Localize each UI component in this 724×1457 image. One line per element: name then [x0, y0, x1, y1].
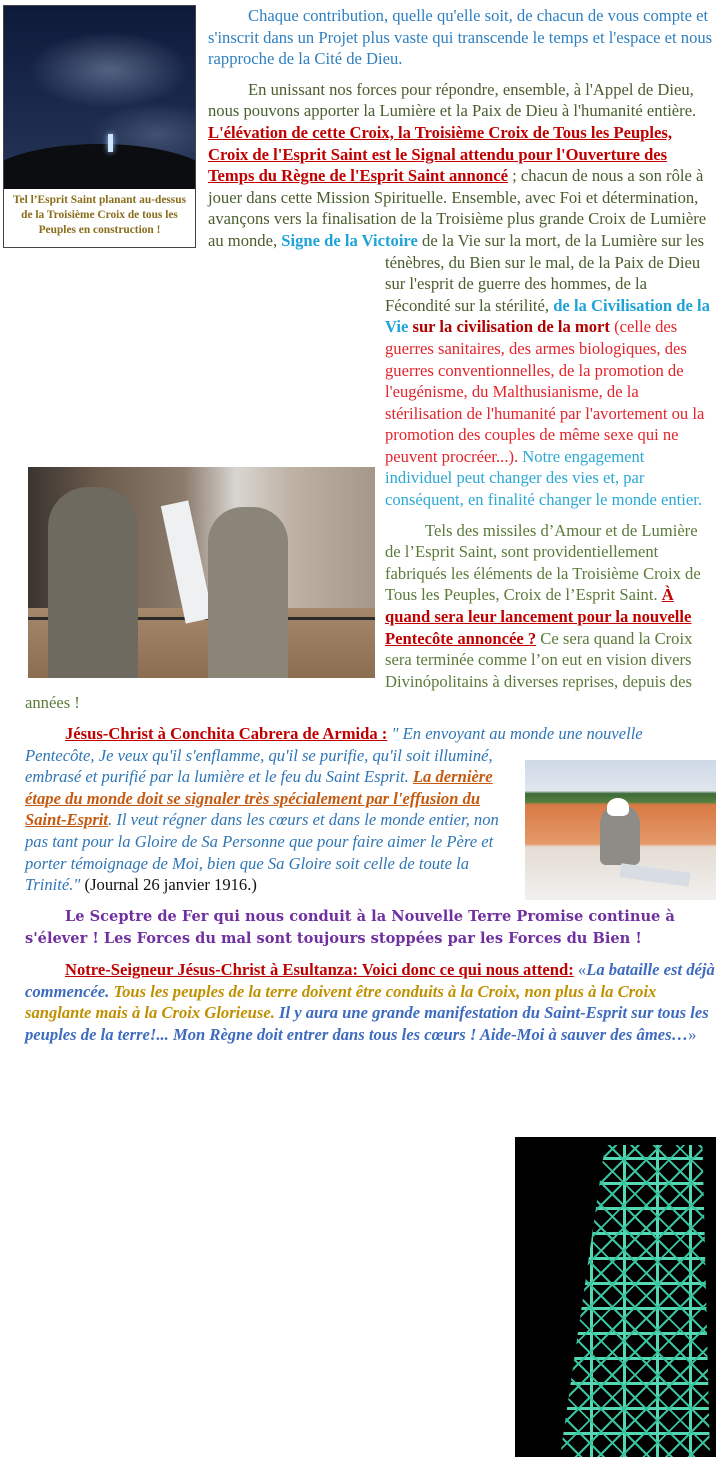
- text: Chaque contribution, quelle qu'elle soit, de chacun de vous compte et s'inscrit dans un Projet plus vaste qui transcende le temps et l'espace et nous rapproche de la Cité de Dieu.: [208, 6, 713, 69]
- cross-light-pillar: [108, 134, 113, 152]
- text: Tels des missiles d’Amour et de Lumière de l’Esprit Saint, sont providentiellement fabriqués les éléments de la Troisième Croix de Tous les Peuples, Croix de l’Esprit Saint.: [385, 520, 701, 605]
- quote-emphasis: La dernière étape du monde doit se signaler très spécialement par l'effusion du Saint-Esprit: [25, 767, 493, 830]
- green-lattice-tower: [560, 1145, 710, 1457]
- document-page: [12, 0, 715, 1457]
- quote-text: La bataille est déjà commencée.: [25, 959, 715, 1001]
- quote-text: Il y aura une grande manifestation du Saint-Esprit sur tous les peuples de la terre!... Mon Règne doit entrer dans tous les cœurs ! Aide-Moi à sauver des âmes…: [25, 1003, 709, 1044]
- paragraph-esultanza-quote: [25, 959, 715, 1045]
- white-pipe: [161, 500, 213, 623]
- paragraph-sceptre: [25, 905, 715, 950]
- text: (celle des guerres sanitaires, des armes biologiques, des guerres conventionnelles, de la promotion de l'eugénisme, du Malthusianisme, de la stérilisation de l'humanité par l'avortement ou la promotion des couples de même sexe qui ne peuvent procréer...).: [385, 317, 705, 466]
- text: de la Vie sur la mort, de la Lumière sur les ténèbres, du Bien sur le mal, de la Paix de Dieu sur l'esprit de guerre des hommes, de la Fécondité sur la stérilité,: [385, 230, 705, 315]
- worker-right: [208, 507, 288, 678]
- quote-close: »: [688, 1024, 697, 1044]
- text: Le Sceptre de Fer qui nous conduit à la Nouvelle Terre Promise continue à s'élever ! Les Forces du mal sont toujours stoppées par les Forces du Bien !: [25, 907, 675, 948]
- quote-attribution: Notre-Seigneur Jésus-Christ à Esultanza: Voici donc ce qui nous attend:: [65, 959, 574, 979]
- emphasis-death: sur la civilisation de la mort: [408, 317, 610, 337]
- night-sky-cross-photo: [4, 6, 195, 189]
- quote-attribution: Jésus-Christ à Conchita Cabrera de Armida :: [65, 724, 388, 743]
- text: En unissant nos forces pour répondre, ensemble, à l'Appel de Dieu, nous pouvons apporter la Lumière et la Paix de Dieu à l'humanité entière.: [208, 79, 697, 121]
- quote-open: «: [573, 959, 587, 979]
- text: ; chacun de nous a son rôle à jouer dans cette Mission Spirituelle. Ensemble, avec Foi et détermination, avançons vers la finalisation de la Troisième plus grande Croix de Lumière au monde,: [208, 166, 707, 250]
- worker-left: [48, 487, 138, 678]
- quote-source: (Journal 26 janvier 1916.): [80, 875, 257, 895]
- text: Notre engagement individuel peut changer des vies et, par conséquent, en finalité changer le monde entier.: [385, 446, 702, 510]
- quote-text: . Il veut régner dans les cœurs et dans le monde entier, non pas tant pour la Gloire de Sa Personne que pour faire aimer le Père et porter témoignage de Moi, bien que Sa Gloire soit celle de toute la Trinité.": [25, 810, 499, 895]
- holy-spirit-night-photo-figure: [3, 5, 196, 248]
- emphasis-signal: L'élévation de cette Croix, la Troisième Croix de Tous les Peuples, Croix de l'Esprit Saint est le Signal attendu pour l'Ouverture des Temps du Règne de l'Esprit Saint annoncé: [208, 122, 672, 186]
- steel-beam: [619, 863, 690, 887]
- emphasis-question: À quand sera leur lancement pour la nouvelle Pentecôte annoncée ?: [385, 585, 692, 648]
- quote-text: Tous les peuples de la terre doivent être conduits à la Croix, non plus à la Croix sanglante mais à la Croix Glorieuse.: [25, 981, 657, 1023]
- helmet: [607, 798, 629, 816]
- emphasis-victory: Signe de la Victoire: [281, 230, 418, 250]
- emphasis-civilisation: de la Civilisation de la Vie: [385, 295, 710, 337]
- workers-lifting-pipe-photo: [28, 467, 375, 678]
- photo-caption: Tel l’Esprit Saint planant au-dessus de la Troisième Croix de tous les Peuples en construction !: [12, 194, 187, 236]
- hill-silhouette: [4, 144, 195, 189]
- illuminated-cross-tower-photo: [515, 1137, 716, 1457]
- text: Ce sera quand la Croix sera terminée comme l’on eut en vision divers Divinópolitains à diverses reprises, depuis des années !: [25, 628, 693, 713]
- quote-text: " En envoyant au monde une nouvelle Pentecôte, Je veux qu'il s'enflamme, qu'il se purifie, qu'il soit illuminé, embrasé et purifié par la lumière et le feu du Saint Esprit.: [25, 724, 643, 787]
- worker-cutting-steel-photo: [525, 760, 716, 900]
